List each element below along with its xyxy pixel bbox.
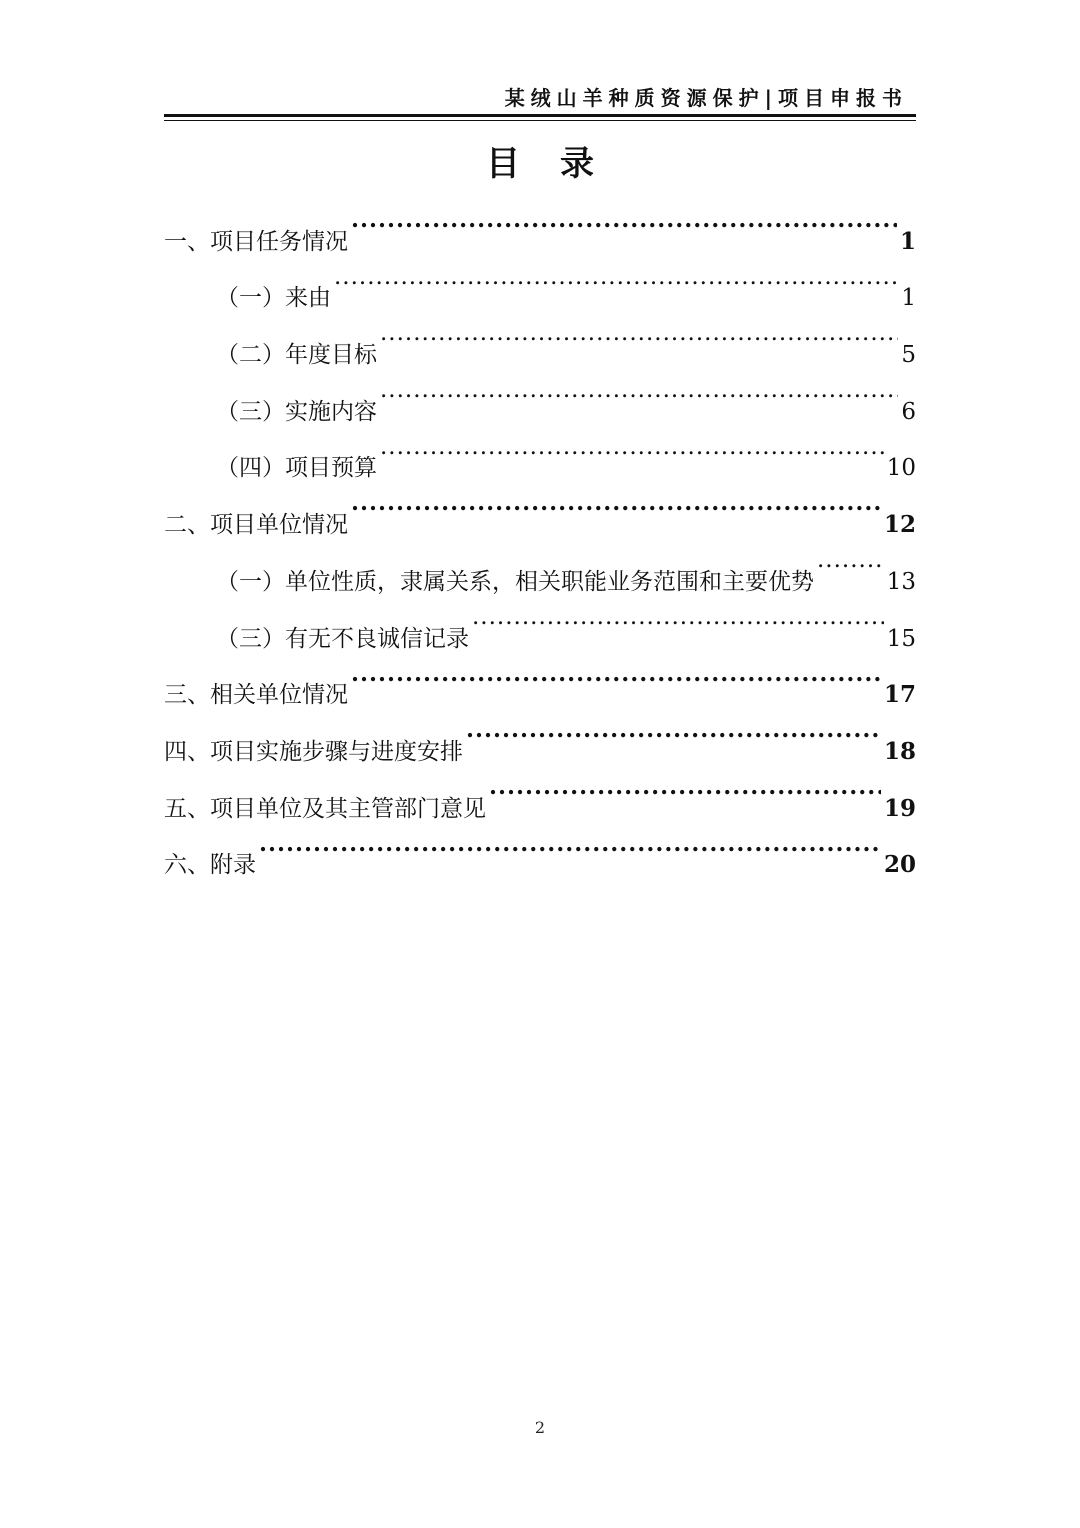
toc-leader-dots	[466, 702, 881, 759]
header-rule-thick	[164, 114, 916, 117]
toc-entry-label: （一）单位性质，隶属关系，相关职能业务范围和主要优势	[216, 568, 814, 595]
toc-leader-dots	[817, 532, 884, 589]
toc-leader-dots	[380, 419, 884, 476]
toc-leader-dots	[351, 475, 881, 532]
toc-leader-dots	[259, 816, 881, 873]
toc-entry-page: 1	[901, 285, 916, 312]
toc-entry-page: 1	[899, 227, 916, 255]
toc-entry-page: 19	[883, 794, 916, 822]
toc-entry-label: （三）实施内容	[216, 398, 377, 425]
toc-entry-page: 17	[883, 681, 916, 709]
toc-leader-dots	[489, 759, 881, 816]
toc-entry[interactable]	[164, 816, 916, 879]
toc-entry-label: 六、附录	[164, 852, 256, 879]
toc-entry-label: 五、项目单位及其主管部门意见	[164, 795, 486, 822]
toc-entry-page: 6	[901, 398, 916, 425]
toc-entry-label: 四、项目实施步骤与进度安排	[164, 738, 463, 765]
toc-title: 目录	[486, 144, 634, 184]
header-rule-thin	[164, 120, 916, 121]
table-of-contents	[164, 192, 916, 879]
toc-leader-dots	[380, 362, 898, 419]
toc-entry-page: 12	[883, 511, 916, 539]
toc-leader-dots	[380, 305, 898, 362]
toc-leader-dots	[472, 589, 884, 646]
header-title: 某绒山羊种质资源保护|项目申报书	[504, 86, 908, 110]
toc-entry-label: （二）年度目标	[216, 342, 377, 369]
page-number: 2	[534, 1418, 546, 1437]
page-header	[164, 80, 916, 120]
toc-entry-page: 5	[901, 342, 916, 369]
toc-entry-label: （一）来由	[216, 285, 331, 312]
toc-entry-page: 20	[883, 851, 916, 879]
toc-leader-dots	[351, 646, 881, 703]
toc-entry-page: 18	[883, 737, 916, 765]
toc-entry-page: 10	[886, 455, 916, 482]
toc-entry-page: 15	[886, 625, 916, 652]
toc-entry-label: 三、相关单位情况	[164, 682, 348, 709]
toc-entry-page: 13	[886, 568, 916, 595]
toc-leader-dots	[351, 192, 897, 249]
toc-leader-dots	[334, 249, 898, 306]
toc-entry-label: 二、项目单位情况	[164, 512, 348, 539]
toc-entry-label: （四）项目预算	[216, 455, 377, 482]
toc-entry-label: 一、项目任务情况	[164, 228, 348, 255]
toc-entry-label: （三）有无不良诚信记录	[216, 625, 469, 652]
toc-entry[interactable]	[164, 192, 916, 255]
